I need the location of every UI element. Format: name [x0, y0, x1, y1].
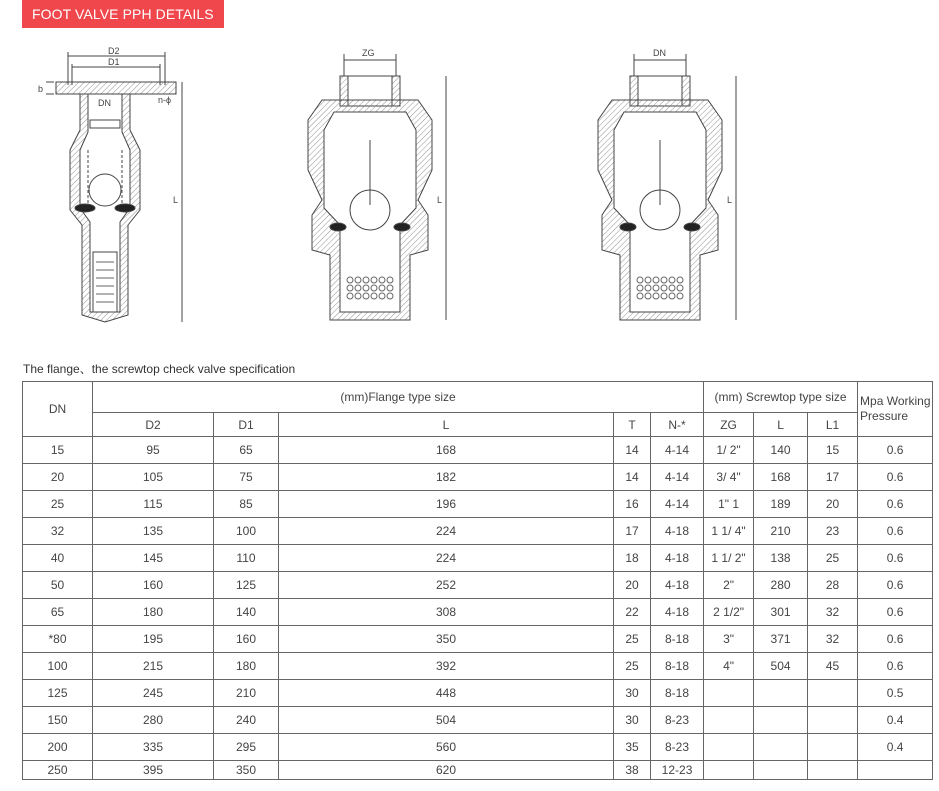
valve-drawings	[30, 40, 800, 340]
table-cell: 0.6	[858, 491, 933, 518]
table-cell: 30	[614, 707, 651, 734]
table-cell: 1 1/ 4"	[704, 518, 754, 545]
table-cell: 392	[279, 653, 614, 680]
table-cell: 45	[808, 653, 858, 680]
label-l: L	[437, 195, 443, 205]
table-cell: 65	[214, 437, 279, 464]
table-cell: 25	[23, 491, 93, 518]
table-cell: 0.4	[858, 707, 933, 734]
page-tag: FOOT VALVE PPH DETAILS	[22, 0, 224, 28]
table-cell: 195	[93, 626, 214, 653]
table-cell: 0.6	[858, 545, 933, 572]
table-cell: 210	[754, 518, 808, 545]
table-cell: 1" 1	[704, 491, 754, 518]
table-cell: 224	[279, 545, 614, 572]
table-cell: 50	[23, 572, 93, 599]
table-cell: 17	[614, 518, 651, 545]
table-cell: 215	[93, 653, 214, 680]
table-cell: 504	[754, 653, 808, 680]
table-cell: 182	[279, 464, 614, 491]
table-row	[23, 680, 933, 707]
table-cell: 100	[23, 653, 93, 680]
label-n-phi: n-ϕ	[158, 95, 172, 105]
table-cell: 160	[214, 626, 279, 653]
table-cell: 252	[279, 572, 614, 599]
table-cell: 125	[214, 572, 279, 599]
table-cell	[808, 734, 858, 761]
table-cell: 105	[93, 464, 214, 491]
table-row	[23, 437, 933, 464]
table-cell: 180	[93, 599, 214, 626]
table-cell: 75	[214, 464, 279, 491]
table-cell	[808, 707, 858, 734]
table-cell: 0.6	[858, 464, 933, 491]
table-cell: 1/ 2"	[704, 437, 754, 464]
table-row	[23, 545, 933, 572]
header-pressure: Mpa Working Pressure	[858, 382, 933, 437]
table-cell: 18	[614, 545, 651, 572]
header-dn: DN	[23, 382, 93, 437]
table-body	[23, 437, 933, 780]
table-cell: 115	[93, 491, 214, 518]
table-cell: 145	[93, 545, 214, 572]
table-cell: 125	[23, 680, 93, 707]
table-cell: 395	[93, 761, 214, 780]
table-cell: 350	[214, 761, 279, 780]
spec-table	[22, 381, 933, 780]
table-cell: 4"	[704, 653, 754, 680]
table-cell: 0.6	[858, 572, 933, 599]
table-cell	[754, 761, 808, 780]
table-cell: 14	[614, 437, 651, 464]
table-cell: 168	[754, 464, 808, 491]
table-cell: 371	[754, 626, 808, 653]
header-col: ZG	[704, 413, 754, 437]
table-row	[23, 653, 933, 680]
table-row	[23, 464, 933, 491]
table-cell: 15	[808, 437, 858, 464]
table-cell: 4-14	[651, 464, 704, 491]
table-cell: 8-23	[651, 707, 704, 734]
header-col: D1	[214, 413, 279, 437]
table-cell: 32	[808, 626, 858, 653]
table-cell: 8-23	[651, 734, 704, 761]
table-cell: 20	[614, 572, 651, 599]
table-cell: 110	[214, 545, 279, 572]
table-cell: 0.5	[858, 680, 933, 707]
table-cell: *80	[23, 626, 93, 653]
table-cell	[754, 707, 808, 734]
table-cell: 620	[279, 761, 614, 780]
table-cell: 65	[23, 599, 93, 626]
label-d1: D1	[108, 57, 120, 67]
table-cell	[808, 761, 858, 780]
label-dn: DN	[653, 48, 666, 58]
table-cell	[754, 734, 808, 761]
table-cell	[754, 680, 808, 707]
table-cell: 135	[93, 518, 214, 545]
table-cell: 38	[614, 761, 651, 780]
table-cell: 250	[23, 761, 93, 780]
table-cell: 0.4	[858, 734, 933, 761]
table-cell: 30	[614, 680, 651, 707]
table-cell: 4-18	[651, 545, 704, 572]
header-row-columns	[23, 413, 933, 437]
header-col: L	[754, 413, 808, 437]
table-cell: 245	[93, 680, 214, 707]
table-cell: 20	[808, 491, 858, 518]
table-cell: 35	[614, 734, 651, 761]
label-zg: ZG	[362, 48, 375, 58]
label-l: L	[173, 195, 179, 205]
table-cell: 4-18	[651, 518, 704, 545]
table-cell: 350	[279, 626, 614, 653]
table-cell: 3/ 4"	[704, 464, 754, 491]
table-cell: 4-18	[651, 572, 704, 599]
header-col: D2	[93, 413, 214, 437]
header-screw-group: (mm) Screwtop type size	[704, 382, 858, 413]
table-cell: 8-18	[651, 653, 704, 680]
table-cell: 4-18	[651, 599, 704, 626]
table-cell: 25	[808, 545, 858, 572]
table-cell: 2"	[704, 572, 754, 599]
table-row	[23, 761, 933, 780]
table-cell: 40	[23, 545, 93, 572]
table-cell: 0.6	[858, 437, 933, 464]
table-cell: 308	[279, 599, 614, 626]
table-cell: 15	[23, 437, 93, 464]
table-cell: 22	[614, 599, 651, 626]
table-cell: 180	[214, 653, 279, 680]
table-cell: 280	[93, 707, 214, 734]
table-row	[23, 491, 933, 518]
table-cell	[704, 734, 754, 761]
table-cell	[858, 761, 933, 780]
table-row	[23, 599, 933, 626]
table-cell: 0.6	[858, 626, 933, 653]
table-cell: 8-18	[651, 680, 704, 707]
header-col: L1	[808, 413, 858, 437]
table-row	[23, 572, 933, 599]
table-cell: 4-14	[651, 491, 704, 518]
table-cell: 560	[279, 734, 614, 761]
table-cell: 0.6	[858, 599, 933, 626]
table-cell: 280	[754, 572, 808, 599]
label-b: b	[38, 84, 44, 94]
table-cell: 140	[754, 437, 808, 464]
table-cell: 160	[93, 572, 214, 599]
table-cell: 448	[279, 680, 614, 707]
table-cell: 8-18	[651, 626, 704, 653]
header-col: L	[279, 413, 614, 437]
table-cell: 12-23	[651, 761, 704, 780]
table-row	[23, 734, 933, 761]
table-cell: 138	[754, 545, 808, 572]
table-cell: 28	[808, 572, 858, 599]
table-cell: 14	[614, 464, 651, 491]
table-cell: 240	[214, 707, 279, 734]
table-cell: 100	[214, 518, 279, 545]
table-cell	[704, 707, 754, 734]
header-row-group	[23, 382, 933, 413]
label-d2: D2	[108, 46, 120, 56]
table-cell: 140	[214, 599, 279, 626]
table-cell: 200	[23, 734, 93, 761]
table-cell: 3"	[704, 626, 754, 653]
table-cell: 1 1/ 2"	[704, 545, 754, 572]
table-cell: 2 1/2"	[704, 599, 754, 626]
table-cell: 196	[279, 491, 614, 518]
table-cell: 0.6	[858, 653, 933, 680]
screw-valve-drawing-dn	[598, 48, 736, 320]
table-row	[23, 707, 933, 734]
header-flange-group: (mm)Flange type size	[93, 382, 704, 413]
flange-valve-drawing	[38, 46, 182, 322]
table-cell: 85	[214, 491, 279, 518]
table-cell: 0.6	[858, 518, 933, 545]
table-cell: 335	[93, 734, 214, 761]
screw-valve-drawing-zg	[308, 48, 446, 320]
table-cell: 168	[279, 437, 614, 464]
table-cell: 301	[754, 599, 808, 626]
table-cell: 295	[214, 734, 279, 761]
table-cell: 20	[23, 464, 93, 491]
table-cell: 25	[614, 626, 651, 653]
table-row	[23, 518, 933, 545]
table-caption: The flange、the screwtop check valve specification	[23, 362, 296, 376]
table-cell: 32	[808, 599, 858, 626]
table-cell	[704, 680, 754, 707]
table-cell: 504	[279, 707, 614, 734]
label-l: L	[727, 195, 733, 205]
table-cell: 16	[614, 491, 651, 518]
table-cell: 25	[614, 653, 651, 680]
table-cell: 224	[279, 518, 614, 545]
table-cell: 95	[93, 437, 214, 464]
table-cell	[704, 761, 754, 780]
table-cell: 189	[754, 491, 808, 518]
header-col: N-*	[651, 413, 704, 437]
table-cell: 32	[23, 518, 93, 545]
table-cell: 210	[214, 680, 279, 707]
table-cell: 4-14	[651, 437, 704, 464]
label-dn: DN	[98, 98, 111, 108]
table-cell: 23	[808, 518, 858, 545]
header-col: T	[614, 413, 651, 437]
table-row	[23, 626, 933, 653]
table-cell	[808, 680, 858, 707]
table-cell: 150	[23, 707, 93, 734]
table-cell: 17	[808, 464, 858, 491]
